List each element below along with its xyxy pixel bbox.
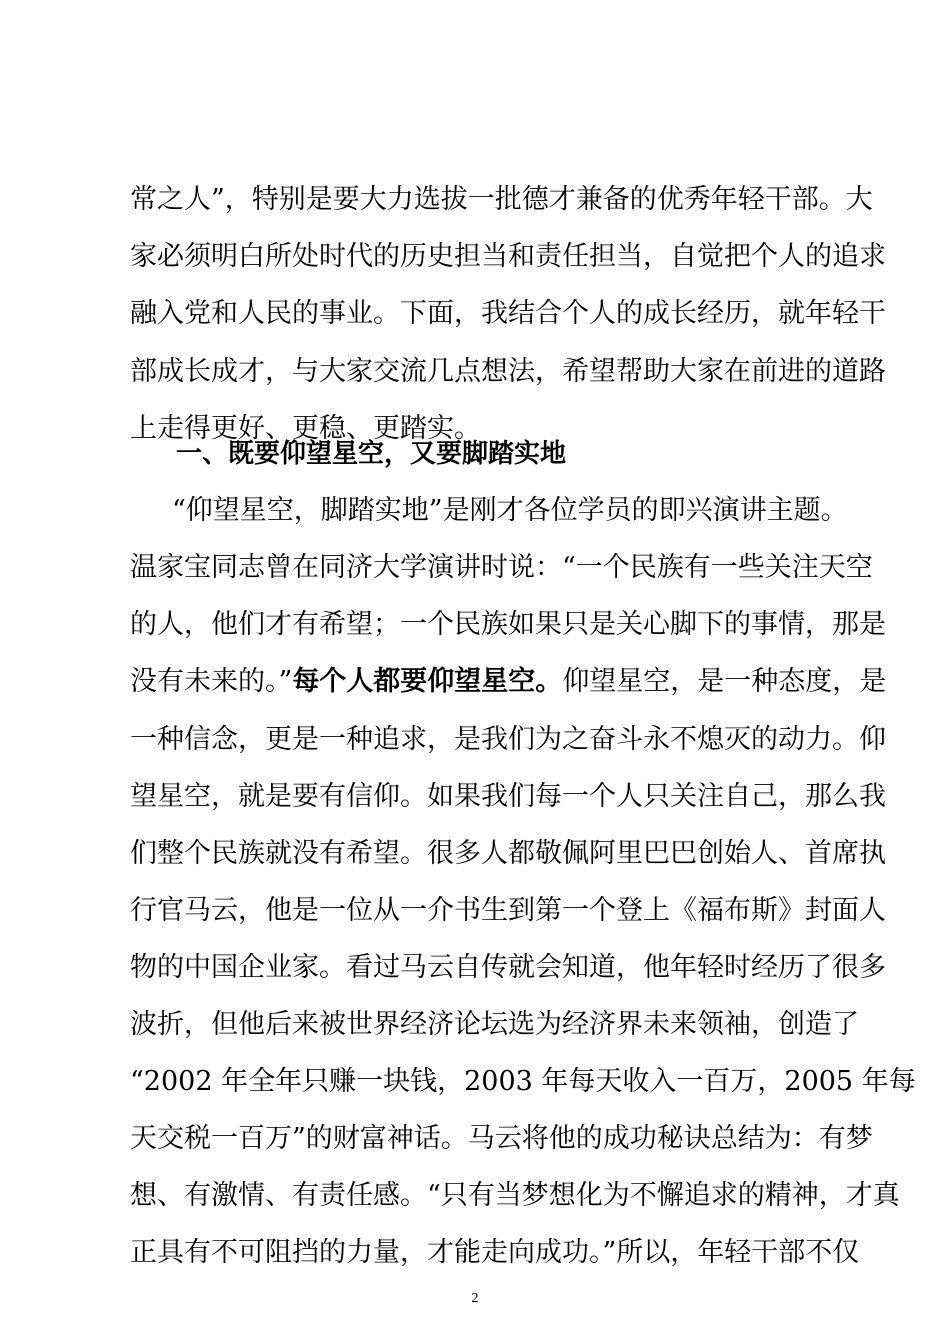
bold-emphasis: 每个人都要仰望星空。 <box>292 666 563 697</box>
paragraph-2-line-9: 物的中国企业家。看过马云自传就会知道，他年轻时经历了很多 <box>130 952 886 983</box>
line-text-start: 没有未来的。” <box>130 666 293 697</box>
paragraph-2-line-12: 天交税一百万”的财富神话。马云将他的成功秘诀总结为：有梦 <box>130 1123 873 1154</box>
paragraph-2-line-7: 们整个民族就没有希望。很多人都敬佩阿里巴巴创始人、首席执 <box>130 838 886 869</box>
paragraph-2-line-3: 的人，他们才有希望；一个民族如果只是关心脚下的事情，那是 <box>130 609 886 640</box>
paragraph-1-line-2: 家必须明白所处时代的历史担当和责任担当，自觉把个人的追求 <box>130 241 886 272</box>
paragraph-2-line-5: 一种信念，更是一种追求，是我们为之奋斗永不熄灭的动力。仰 <box>130 724 886 755</box>
paragraph-2-line-14: 正具有不可阻挡的力量，才能走向成功。”所以，年轻干部不仅 <box>130 1237 860 1268</box>
line-text-end: 仰望星空，是一种态度，是 <box>562 666 887 697</box>
paragraph-2-line-13: 想、有激情、有责任感。“只有当梦想化为不懈追求的精神，才真 <box>130 1180 900 1211</box>
paragraph-1-line-1: 常之人”，特别是要大力选拔一批德才兼备的优秀年轻干部。大 <box>130 184 873 215</box>
paragraph-2-line-1: “仰望星空，脚踏实地”是刚才各位学员的即兴演讲主题。 <box>172 495 848 526</box>
paragraph-2-line-10: 波折，但他后来被世界经济论坛选为经济界未来领袖，创造了 <box>130 1009 859 1040</box>
paragraph-2-line-6: 望星空，就是要有信仰。如果我们每一个人只关注自己，那么我 <box>130 781 886 812</box>
section-heading: 一、既要仰望星空，又要脚踏实地 <box>176 439 567 469</box>
paragraph-2-line-2: 温家宝同志曾在同济大学演讲时说：“一个民族有一些关注天空 <box>130 552 873 583</box>
page-number: 2 <box>471 1291 479 1306</box>
paragraph-1-line-4: 部成长成才，与大家交流几点想法，希望帮助大家在前进的道路 <box>130 356 886 387</box>
paragraph-2-line-4 <box>130 664 887 700</box>
paragraph-1-line-3: 融入党和人民的事业。下面，我结合个人的成长经历，就年轻干 <box>130 298 886 329</box>
paragraph-2-line-11: “2002 年全年只赚一块钱，2003 年每天收入一百万，2005 年每 <box>130 1066 916 1097</box>
paragraph-1-line-5: 上走得更好、更稳、更踏实。 <box>130 413 481 444</box>
paragraph-2-line-8: 行官马云，他是一位从一介书生到第一个登上《福布斯》封面人 <box>130 895 886 926</box>
